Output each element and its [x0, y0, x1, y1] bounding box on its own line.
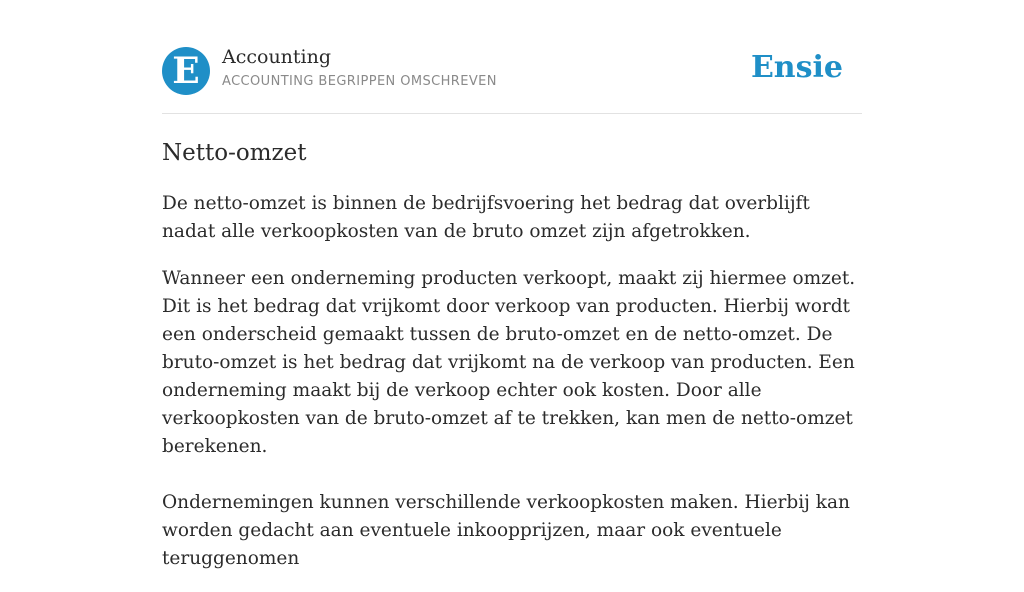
site-logo-icon[interactable]: E [162, 47, 210, 95]
site-header [162, 46, 862, 96]
header-divider [162, 113, 862, 114]
article-paragraph: Ondernemingen kunnen verschillende verkoopkosten maken. Hierbij kan worden gedacht aan eventuele inkoopprijzen, maar ook eventuele teruggenomen [162, 492, 850, 569]
site-subtitle: ACCOUNTING BEGRIPPEN OMSCHREVEN [222, 74, 497, 89]
article-paragraph: Wanneer een onderneming producten verkoopt, maakt zij hiermee omzet. Dit is het bedrag dat vrijkomt door verkoop van producten. Hierbij wordt een onderscheid gemaakt tussen de bruto-omzet en de netto-omzet. De bruto-omzet is het bedrag dat vrijkomt na de verkoop van producten. Een onderneming maakt bij de verkoop echter ook kosten. Door alle verkoopkosten van de bruto-omzet af te trekken, kan men de netto-omzet berekenen. [162, 268, 856, 457]
brand-logo[interactable]: Ensie [750, 50, 843, 85]
article [162, 136, 862, 592]
article-paragraph: De netto-omzet is binnen de bedrijfsvoering het bedrag dat overblijft nadat alle verkoopkosten van de bruto omzet zijn afgetrokken. [162, 193, 810, 242]
paragraph-spacer [162, 461, 862, 489]
site-title[interactable]: Accounting [222, 46, 332, 68]
article-title: Netto-omzet [162, 140, 307, 166]
